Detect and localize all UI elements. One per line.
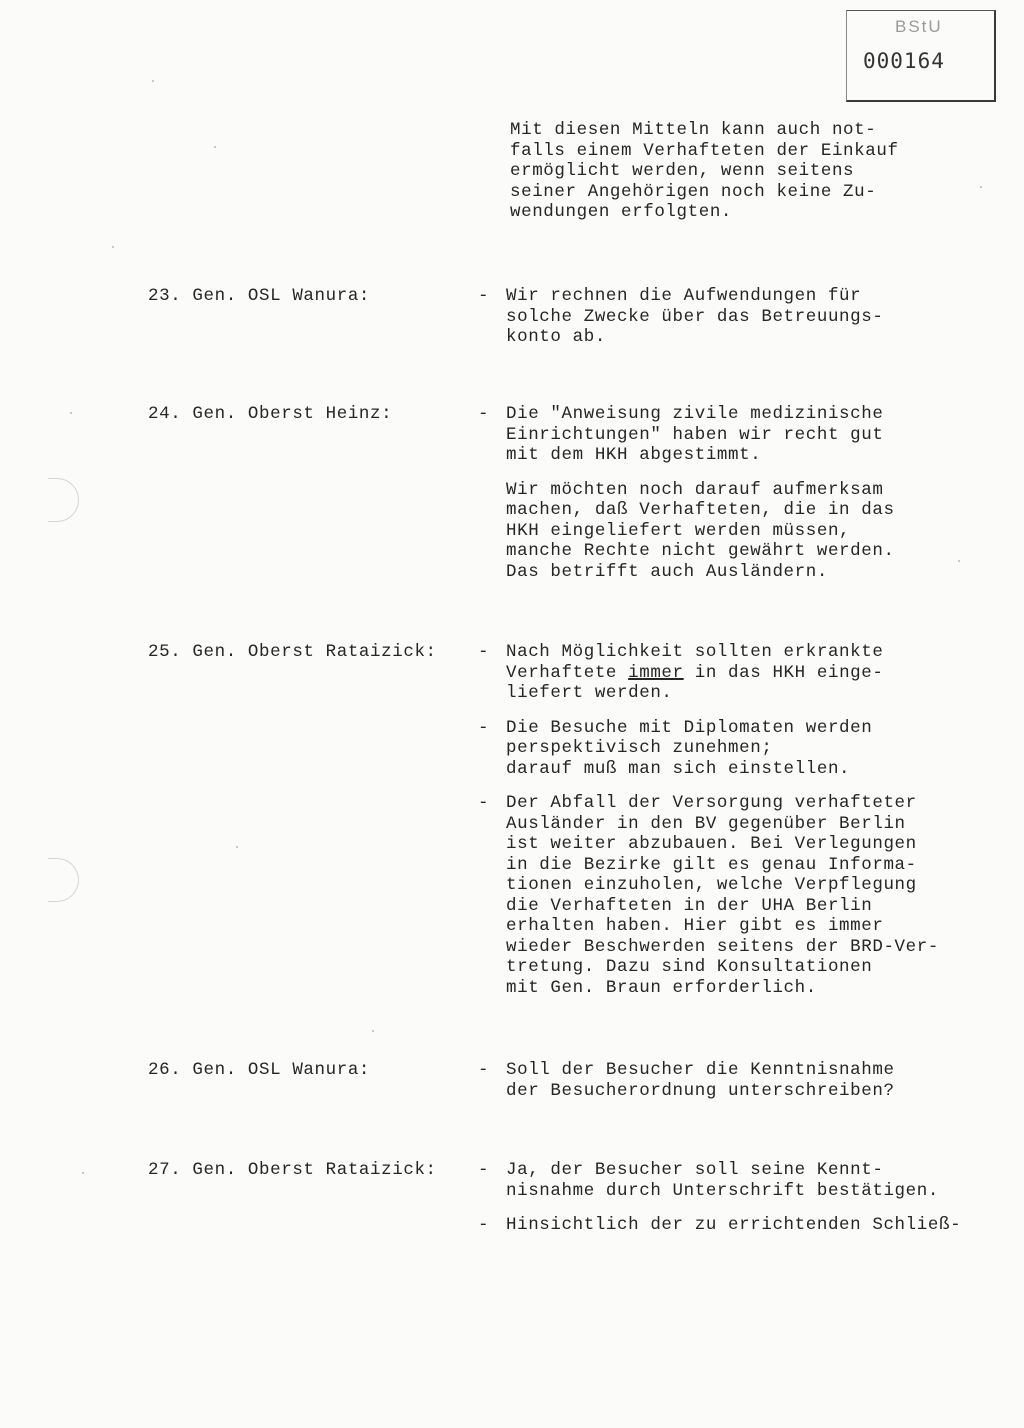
text-fragment: Verhaftete immer in das HKH einge- (506, 662, 884, 683)
statement (478, 1060, 958, 1101)
text-line: Einrichtungen" haben wir recht gut (506, 424, 884, 445)
statements (478, 1060, 958, 1115)
text-line: Das betrifft auch Ausländern. (506, 561, 828, 582)
scan-speck (214, 146, 216, 148)
text-line: machen, daß Verhafteten, die in das (506, 500, 895, 520)
statements (478, 642, 958, 1012)
scan-speck (112, 246, 114, 248)
text-line: HKH eingeliefert werden müssen, (506, 520, 851, 541)
scan-speck (958, 560, 960, 562)
text-line: Wir rechnen die Aufwendungen für (506, 286, 862, 306)
stamp-label: BStU (895, 17, 943, 36)
speaker-label: 24. Gen. Oberst Heinz: (148, 404, 393, 424)
punch-hole (48, 478, 79, 522)
text-line: Die Besuche mit Diplomaten werden (506, 717, 873, 738)
text-line: tretung. Dazu sind Konsultationen (506, 957, 873, 977)
text-line: die Verhafteten in der UHA Berlin (506, 895, 873, 916)
underlined-word: immer (628, 662, 684, 683)
dash-bullet: - (478, 404, 489, 424)
statement (478, 1160, 958, 1201)
intro-paragraph (510, 120, 960, 223)
text-line: nisnahme durch Unterschrift bestätigen. (506, 1180, 939, 1201)
text-line: solche Zwecke über das Betreuungs- (506, 306, 884, 327)
text-line: liefert werden. (506, 683, 673, 703)
text-line: mit dem HKH abgestimmt. (506, 445, 762, 465)
text-line: darauf muß man sich einstellen. (506, 758, 851, 779)
text-line: Hinsichtlich der zu errichtenden Schließ- (506, 1215, 962, 1235)
text-line: Der Abfall der Versorgung verhafteter (506, 793, 917, 813)
text-line: Mit diesen Mitteln kann auch not- (510, 120, 877, 140)
text-line: in die Bezirke gilt es genau Informa- (506, 854, 917, 875)
scan-speck (82, 1172, 84, 1174)
statements (478, 404, 958, 596)
text-line: falls einem Verhafteten der Einkauf (510, 140, 899, 161)
statement (478, 793, 958, 998)
statement (478, 1215, 962, 1236)
text-line (506, 663, 958, 684)
speaker-label: 23. Gen. OSL Wanura: (148, 286, 371, 306)
dash-bullet: - (478, 642, 489, 662)
text-line: erhalten haben. Hier gibt es immer (506, 916, 884, 936)
punch-hole (48, 858, 79, 902)
scan-speck (236, 846, 238, 848)
text-line: konto ab. (506, 327, 606, 347)
text-line: wendungen erfolgten. (510, 202, 733, 222)
text-line: der Besucherordnung unterschreiben? (506, 1080, 895, 1101)
statement (478, 718, 958, 780)
text-line: tionen einzuholen, welche Verpflegung (506, 875, 917, 895)
text-line: ermöglicht werden, wenn seitens (510, 161, 855, 181)
dash-bullet: - (478, 286, 489, 306)
statement (478, 404, 958, 582)
text-line: Ausländer in den BV gegenüber Berlin (506, 813, 906, 834)
dash-bullet: - (478, 717, 489, 738)
dash-bullet: - (478, 1215, 489, 1235)
text-line: seiner Angehörigen noch keine Zu- (510, 181, 877, 202)
text-line: ist weiter abzubauen. Bei Verlegungen (506, 834, 917, 854)
scan-speck (152, 80, 154, 82)
text-line: wieder Beschwerden seitens der BRD-Ver- (506, 936, 939, 957)
scan-speck (980, 186, 982, 188)
dash-bullet: - (478, 1160, 489, 1180)
text-line: mit Gen. Braun erforderlich. (506, 977, 817, 998)
dash-bullet: - (478, 1060, 489, 1080)
dash-bullet: - (478, 793, 489, 813)
archive-stamp (846, 10, 996, 102)
speaker-label: 26. Gen. OSL Wanura: (148, 1060, 371, 1080)
scan-speck (70, 412, 72, 414)
statements (478, 286, 958, 362)
stamp-number: 000164 (863, 49, 945, 73)
statements (478, 1160, 962, 1250)
statement (478, 642, 958, 704)
text-line: Die "Anweisung zivile medizinische (506, 404, 884, 424)
scan-speck (372, 1030, 374, 1032)
statement (478, 286, 958, 348)
text-line: Ja, der Besucher soll seine Kennt- (506, 1160, 884, 1180)
speaker-label: 25. Gen. Oberst Rataizick: (148, 642, 437, 662)
text-line: manche Rechte nicht gewährt werden. (506, 541, 895, 561)
text-line: Wir möchten noch darauf aufmerksam (506, 479, 884, 500)
text-line: Nach Möglichkeit sollten erkrankte (506, 642, 884, 662)
speaker-label: 27. Gen. Oberst Rataizick: (148, 1160, 437, 1180)
text-line: perspektivisch zunehmen; (506, 738, 773, 758)
text-line: Soll der Besucher die Kenntnisnahme (506, 1060, 895, 1080)
